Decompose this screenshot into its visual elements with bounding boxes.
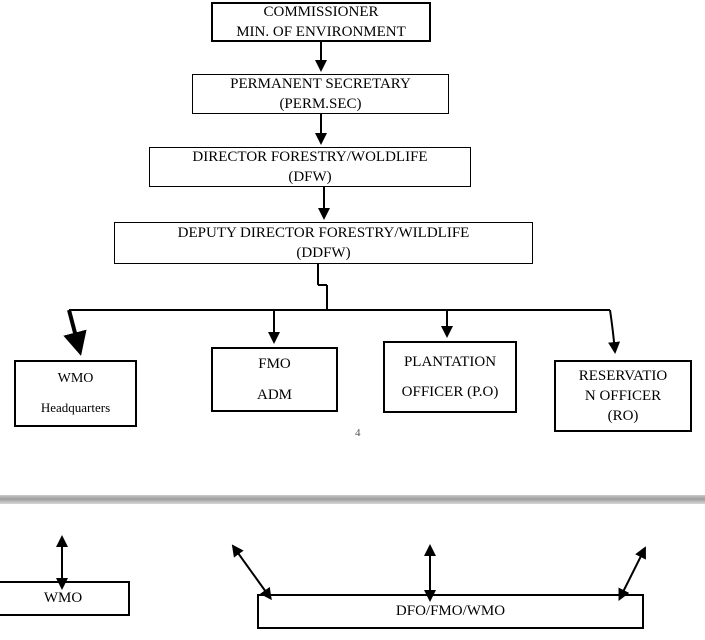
node-plantation-officer-line2: OFFICER (P.O)	[401, 384, 499, 400]
node-deputy-director-line1: DEPUTY DIRECTOR FORESTRY/WILDLIFE	[177, 224, 470, 241]
node-wmo-headquarters	[14, 360, 137, 427]
node-reservation-officer	[554, 360, 692, 432]
node-reservation-officer-line3: (RO)	[607, 408, 639, 425]
node-reservation-officer-line1: RESERVATIO	[578, 367, 668, 384]
node-plantation-officer-line1: PLANTATION	[403, 353, 497, 370]
node-permanent-secretary-line1: PERMANENT SECRETARY	[230, 75, 411, 92]
node-deputy-director	[114, 222, 533, 264]
node-wmo-line1: WMO	[43, 590, 83, 607]
node-permanent-secretary-line2: (PERM.SEC)	[279, 96, 362, 112]
node-wmo	[0, 581, 130, 616]
node-dfo-fmo-wmo-line1: DFO/FMO/WMO	[395, 603, 506, 620]
node-reservation-officer-line2: N OFFICER	[584, 387, 662, 404]
page-number: 4	[355, 427, 361, 439]
node-fmo-adm-line2: ADM	[256, 386, 292, 403]
node-commissioner	[211, 2, 431, 42]
node-fmo-adm	[211, 347, 338, 412]
node-permanent-secretary	[192, 74, 449, 114]
node-wmo-headquarters-line1: WMO	[57, 371, 94, 387]
node-director-forestry-line1: DIRECTOR FORESTRY/WOLDLIFE	[192, 148, 428, 165]
node-commissioner-line2: MIN. OF ENVIRONMENT	[236, 24, 406, 40]
slide-separator	[0, 495, 705, 504]
node-dfo-fmo-wmo	[257, 594, 644, 629]
node-director-forestry	[149, 147, 471, 187]
node-fmo-adm-line1: FMO	[258, 356, 291, 373]
node-plantation-officer	[383, 341, 517, 413]
node-deputy-director-line2: (DDFW)	[296, 245, 351, 261]
node-commissioner-line1: COMMISSIONER	[263, 3, 379, 20]
node-director-forestry-line2: (DFW)	[288, 169, 332, 185]
node-wmo-headquarters-line2: Headquarters	[40, 400, 111, 416]
